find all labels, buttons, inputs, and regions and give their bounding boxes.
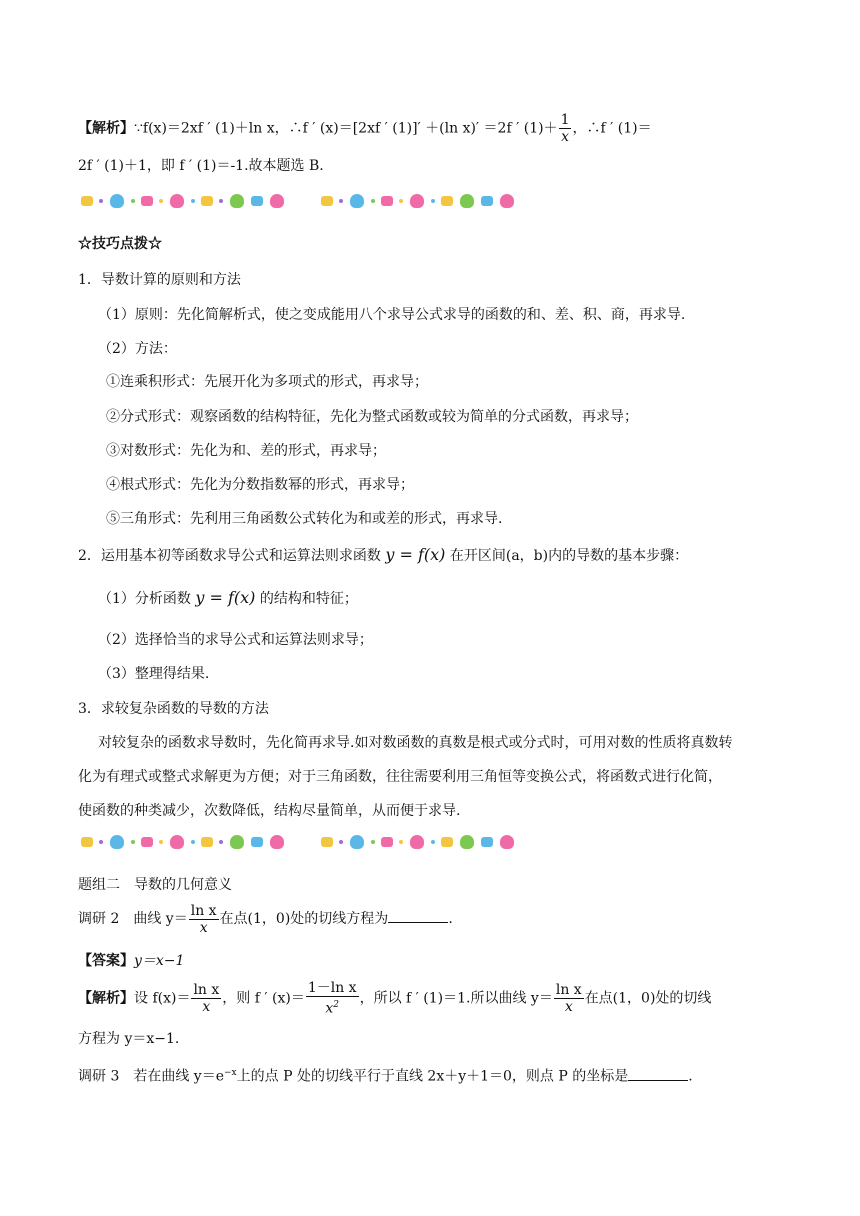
question-2: 调研 2 曲线 y＝ $\frac{\text{ln x}}{x}$ 在点(1，0)处的切线方程为 .: [78, 902, 453, 936]
butterfly-icon: [410, 194, 424, 208]
solution-text-pre: ∵f(x)＝2xf ′ (1)＋ln x，∴f ′ (x)＝[2xf ′ (1)]′ ＋(ln x)′ ＝2f ′ (1)＋: [134, 120, 558, 137]
fraction-1-over-x: $\frac{1}{x}$: [560, 112, 570, 145]
answer-blank: [388, 908, 448, 923]
tip-1-method: （2）方法：: [98, 341, 177, 357]
dot-icon: [431, 199, 435, 203]
dot-icon: [191, 199, 195, 203]
butterfly-icon: [81, 837, 93, 847]
dot-icon: [99, 840, 103, 844]
butterfly-icon: [230, 194, 244, 208]
tip-1-principle: （1）原则：先化简解析式，使之变成能用八个求导公式求导的函数的和、差、积、商，再求导.: [98, 307, 686, 323]
decorative-divider: [78, 189, 778, 213]
tip-2-step-3: （3）整理得结果.: [98, 666, 210, 682]
answer-line: [78, 951, 184, 971]
answer-blank: [628, 1066, 688, 1081]
butterfly-icon: [170, 835, 184, 849]
tip-3-line-1: 对较复杂的函数求导数时，先化简再求导.如对数函数的真数是根式或分式时，可用对数的性质将真数转: [98, 735, 733, 751]
dot-icon: [371, 840, 375, 844]
butterfly-icon: [460, 194, 474, 208]
answer-value: y＝x−1: [134, 953, 185, 969]
dot-icon: [371, 199, 375, 203]
tips-heading: ☆技巧点拨☆: [78, 236, 162, 252]
tip-1-method-4: ④根式形式：先化为分数指数幂的形式，再求导；: [106, 477, 414, 493]
butterfly-icon: [381, 196, 393, 206]
butterfly-icon: [251, 837, 263, 847]
fraction-ln-x-over-x: $\frac{\text{ln x}}{x}$: [555, 981, 582, 1015]
butterfly-icon: [270, 835, 284, 849]
dot-icon: [399, 199, 403, 203]
math-y-equals-fx: y = f(x): [195, 588, 256, 607]
tip-3-line-3: 使函数的种类减少，次数降低，结构尽量简单，从而便于求导.: [78, 803, 461, 819]
tip-1-method-3: ③对数形式：先化为和、差的形式，再求导；: [106, 443, 386, 459]
tip-1-method-2: ②分式形式：观察函数的结构特征，先化为整式函数或较为简单的分式函数，再求导；: [106, 409, 638, 425]
dot-icon: [131, 840, 135, 844]
dot-icon: [339, 199, 343, 203]
solution-text-post: ，∴f ′ (1)＝: [572, 120, 652, 137]
tip-2-step-2: （2）选择恰当的求导公式和运算法则求导；: [98, 632, 373, 648]
butterfly-icon: [500, 835, 514, 849]
fraction-ln-x-over-x: $\frac{\text{ln x}}{x}$: [193, 981, 220, 1015]
dot-icon: [159, 199, 163, 203]
butterfly-icon: [481, 196, 493, 206]
tip-1-title: 1．导数计算的原则和方法: [78, 272, 241, 288]
answer-tag: 【答案】: [78, 953, 134, 969]
butterfly-icon: [460, 835, 474, 849]
solution-line-1: [78, 112, 652, 145]
butterfly-icon: [81, 196, 93, 206]
tip-3-title: 3．求较复杂函数的导数的方法: [78, 701, 269, 717]
dot-icon: [339, 840, 343, 844]
dot-icon: [159, 840, 163, 844]
solution-tag: 【解析】: [78, 120, 134, 137]
butterfly-icon: [350, 194, 364, 208]
butterfly-icon: [381, 837, 393, 847]
butterfly-icon: [230, 835, 244, 849]
butterfly-icon: [141, 196, 153, 206]
tip-1-method-1: ①连乘积形式：先展开化为多项式的形式，再求导；: [106, 374, 428, 390]
butterfly-icon: [500, 194, 514, 208]
butterfly-icon: [110, 194, 124, 208]
butterfly-icon: [321, 837, 333, 847]
butterfly-icon: [321, 196, 333, 206]
question-3: 调研 3 若在曲线 $y=e^{-x}$上的点 P 处的切线平行于直线 2x＋y＋1＝0，则点 P 的坐标是 .: [78, 1063, 693, 1087]
dot-icon: [99, 199, 103, 203]
solution-2-line-2: 方程为 y＝x−1.: [78, 1031, 180, 1047]
math-y-equals-fx: y = f(x): [385, 545, 446, 564]
dot-icon: [219, 840, 223, 844]
butterfly-icon: [441, 837, 453, 847]
butterfly-icon: [350, 835, 364, 849]
butterfly-icon: [110, 835, 124, 849]
dot-icon: [191, 840, 195, 844]
tip-3-line-2: 化为有理式或整式求解更为方便；对于三角函数，往往需要利用三角恒等变换公式，将函数式进行化简，: [78, 769, 722, 785]
butterfly-icon: [441, 196, 453, 206]
dot-icon: [131, 199, 135, 203]
solution-2-line-1: 【解析】设 f(x)＝ $\frac{\text{ln x}}{x}$ ，则 f ′ (x)＝ $\frac{\text{1－ln x}}{x^2}$ ，所以 f ′ (1)＝1.所以曲线 y＝ $\frac{\text{ln x}}{x}$ 在点(1，0)处的切线: [78, 980, 712, 1017]
group-2-title: 题组二 导数的几何意义: [78, 877, 232, 893]
solution-tag: 【解析】: [78, 990, 134, 1007]
fraction-derivative: $\frac{\text{1－ln x}}{x^2}$: [307, 980, 357, 1017]
tip-2-title: 2．运用基本初等函数求导公式和运算法则求函数 y = f(x) 在开区间(a，b)内的导数的基本步骤：: [78, 545, 689, 564]
butterfly-icon: [481, 837, 493, 847]
tip-2-step-1: （1）分析函数 y = f(x) 的结构和特征；: [98, 588, 358, 607]
solution-line-2: 2f ′ (1)＋1，即 f ′ (1)＝-1.故本题选 B.: [78, 158, 324, 174]
dot-icon: [219, 199, 223, 203]
butterfly-icon: [251, 196, 263, 206]
butterfly-icon: [201, 196, 213, 206]
dot-icon: [399, 840, 403, 844]
fraction-ln-x-over-x: $\frac{\text{ln x}}{x}$: [190, 902, 217, 936]
butterfly-icon: [201, 837, 213, 847]
decorative-divider: [78, 830, 778, 854]
tip-1-method-5: ⑤三角形式：先利用三角函数公式转化为和或差的形式，再求导.: [106, 511, 503, 527]
butterfly-icon: [141, 837, 153, 847]
butterfly-icon: [410, 835, 424, 849]
butterfly-icon: [170, 194, 184, 208]
butterfly-icon: [270, 194, 284, 208]
dot-icon: [431, 840, 435, 844]
